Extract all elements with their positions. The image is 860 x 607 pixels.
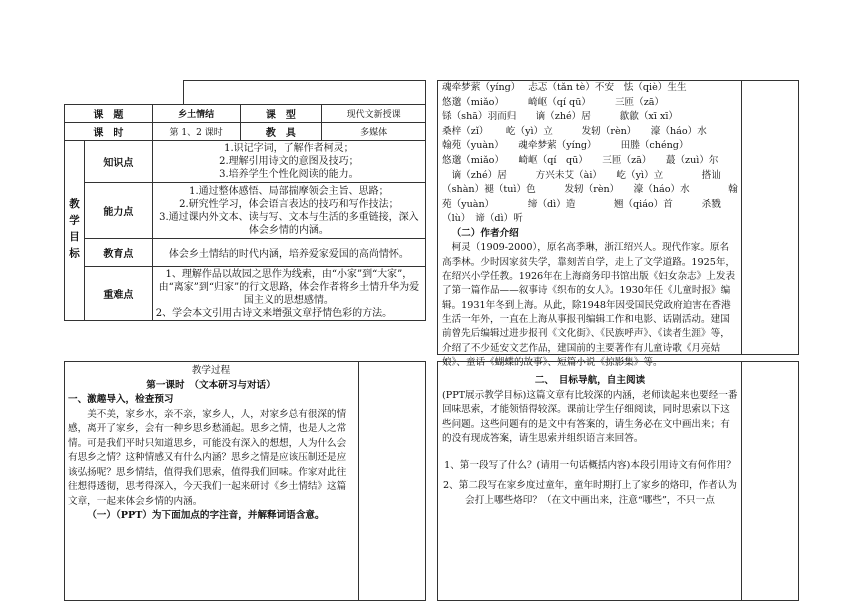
course-type-label: 课 型 bbox=[240, 105, 322, 123]
vocab-line: （lù） 谛（dì）听 bbox=[442, 213, 523, 225]
ability-label: 能力点 bbox=[84, 183, 152, 239]
question-1: 1、第一段写了什么？(请用一句话概括内容)本段引用诗文有何作用？ bbox=[444, 459, 736, 471]
lesson-plan-table bbox=[64, 104, 426, 321]
vocab-line: 铩（shā）羽而归 谪（zhé）居 歙歙（xī xī） bbox=[442, 111, 679, 123]
hours: 第 1、2 课时 bbox=[152, 123, 240, 141]
tools-label: 教 具 bbox=[240, 123, 322, 141]
right-bottom-content bbox=[442, 374, 738, 508]
course-title-label: 课 题 bbox=[65, 105, 153, 123]
ability-item: 2.研究性学习，体会语言表达的技巧和写作技法； bbox=[179, 198, 399, 210]
vocab-line: 桑梓（zǐ） 屹（yì）立 发轫（rèn） 濠（háo）水 bbox=[442, 125, 707, 137]
section1-heading: 一、激趣导入，检查预习 bbox=[68, 394, 174, 405]
knowledge-label: 知识点 bbox=[84, 141, 152, 183]
key-label: 重难点 bbox=[84, 267, 152, 321]
right-top-divider bbox=[741, 80, 742, 355]
course-title: 乡土情结 bbox=[152, 105, 240, 123]
vocab-line: 翰苑（yuàn） 魂牵梦萦（yíng） 田塍（chéng） bbox=[442, 140, 689, 152]
ability-item: 1.通过整体感悟、局部揣摩领会主旨、思路； bbox=[189, 185, 389, 197]
moral-label: 教育点 bbox=[84, 239, 152, 267]
key-item: 2、学会本文引用古诗文来增强文章抒情色彩的方法。 bbox=[155, 307, 393, 319]
process-divider bbox=[358, 361, 359, 601]
tools: 多媒体 bbox=[322, 123, 426, 141]
ability-item: 3.通过课内外文本、读与写、文本与生活的多重链接，深入体会乡情的内涵。 bbox=[159, 211, 419, 236]
section2-heading: 二、 目标导航，自主阅读 bbox=[534, 375, 646, 386]
course-type: 现代文新授课 bbox=[322, 105, 426, 123]
header-blank-box bbox=[183, 80, 426, 105]
author-heading: （二）作者介绍 bbox=[451, 227, 519, 239]
vocab-line: 苑（yuàn） 缔（dì）造 翘（qiáo）首 杀戮 bbox=[442, 198, 721, 210]
right-top-content bbox=[442, 81, 738, 370]
author-paragraph: 柯灵（1909-2000），原名高季琳，浙江绍兴人。现代作家。原名高季林。少时因家贫失学，靠刻苦自学，走上了文学道路。1925年，在绍兴小学任教。1926年在上海商务印书馆出版《妇女杂志》上发表了第一篇作品——叙事诗《织布的女人》。1930年任《儿童时报》编辑。1931年冬到上海。从此，除1948年因受国民党政府迫害在香港生活一年外，一直在上海从事报刊编辑工作和电影、话剧活动。建国前曾先后编辑过进步报刊《文化街》、《民族呼声》、《读者生涯》等，介绍了不少延安文艺作品，建国前的主要著作有儿童诗歌《月亮姑娘》、童话《蝴蝶的故事》、短篇小说《掠影集》等。 bbox=[442, 242, 736, 368]
knowledge-cell bbox=[152, 141, 425, 183]
goals-label: 教学目标 bbox=[65, 141, 85, 321]
knowledge-item: 2.理解引用诗文的意图及技巧； bbox=[219, 156, 359, 167]
moral-cell: 体会乡土情结的时代内涵，培养爱家爱国的高尚情怀。 bbox=[152, 239, 425, 267]
vocab-line: 谪（zhé）居 方兴未艾（ài） 屹（yì）立 搭讪 bbox=[442, 169, 721, 181]
goal-intro: (PPT展示教学目标)这篇文章有比较深的内涵，老师读起来也要经一番回味思索，才能领悟得较深。课前让学生仔细阅读，同时思索以下这些问题。这些问题有的是文中有答案的，请生务必在文中画出来；有的没有现成答案，请生思索并组织语言来回答。 bbox=[442, 389, 738, 444]
lesson1-title: 第一课时 （文本研习与对话） bbox=[146, 379, 276, 391]
right-bottom-divider bbox=[741, 361, 742, 601]
knowledge-item: 3.培养学生个性化阅读的能力。 bbox=[219, 169, 359, 180]
vocab-line: 悠邈（miǎo） 崎岖（qí qū） 三匝（zā） 蕞（zuì）尔 bbox=[442, 154, 719, 166]
hours-label: 课 时 bbox=[65, 123, 153, 141]
question-2: 2、第二段写在家乡度过童年，童年时期打上了家乡的烙印，作者认为会打上哪些烙印？（在文中画出来，注意“哪些”，不只一点 bbox=[443, 480, 737, 506]
key-item: 1、理解作品以故园之思作为线索，由“小家”到“大家”，由“离家”到“归家”的行文思路，体会作者将乡土情升华为爱国主义的思想感情。 bbox=[158, 268, 420, 306]
intro-paragraph: 美不美，家乡水，亲不亲，家乡人，人，对家乡总有很深的情感，离开了家乡，会有一种乡思乡愁涌起。思乡之情，也是人之常情。可是我们平时只知道思乡，可能没有深入的想想，人为什么会有思乡之情？这种情感又有什么内涵？思乡之情是应该压制还是应该弘扬呢？思乡情结，值得我们思索，值得我们回味。作家对此往往想得透彻，思考得深入，今天我们一起来研讨《乡土情结》这篇文章，一起来体会乡情的内涵。 bbox=[68, 408, 347, 507]
ppt-task: （一）（PPT）为下面加点的字注音，并解释词语含意。 bbox=[87, 510, 325, 521]
vocab-line: 魂牵梦萦（yíng） 忐忑（tǎn tè）不安 怯（qiè）生生 bbox=[442, 82, 687, 93]
knowledge-item: 1.识记字词，了解作者柯灵； bbox=[224, 143, 354, 154]
vocab-line: 悠邈（miǎo） 崎岖（qí qū） 三匝（zā） bbox=[442, 96, 665, 108]
process-header: 教学过程 bbox=[191, 365, 231, 376]
process-content bbox=[68, 364, 354, 524]
ability-cell bbox=[152, 183, 425, 239]
key-cell bbox=[152, 267, 425, 321]
vocab-line: （shàn）褪（tuì）色 发轫（rèn） 濠（háo）水 翰 bbox=[442, 184, 738, 196]
